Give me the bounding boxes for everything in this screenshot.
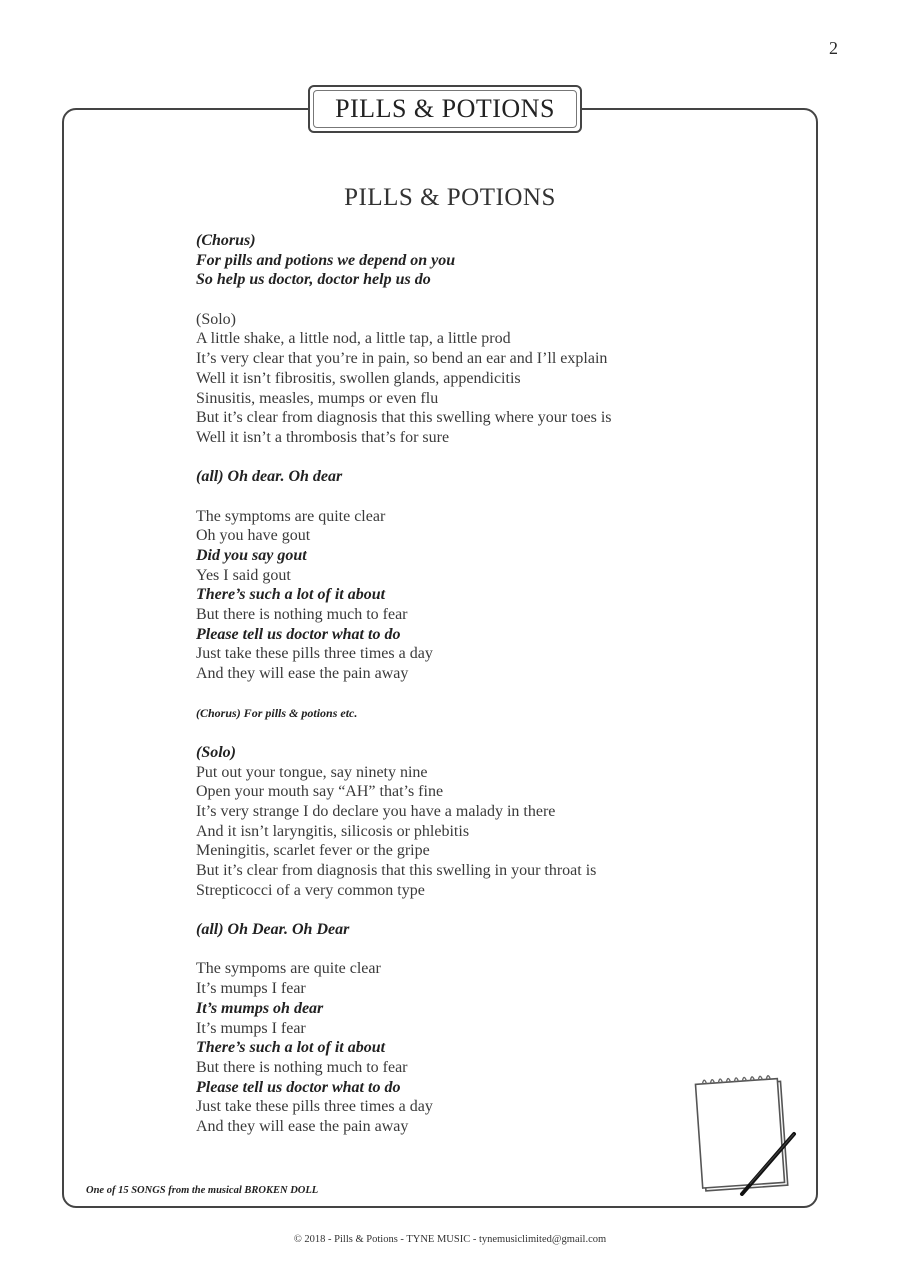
lyric-line: It’s very strange I do declare you have a malady in there bbox=[196, 802, 556, 820]
lyric-line: But it’s clear from diagnosis that this swelling in your throat is bbox=[196, 862, 597, 879]
lyric-line: Yes I said gout bbox=[196, 566, 291, 584]
lyric-line: But there is nothing much to fear bbox=[196, 606, 408, 624]
lyrics-block bbox=[196, 231, 696, 1137]
lyric-line: There’s such a lot of it about bbox=[196, 586, 386, 604]
lyric-line: So help us doctor, doctor help us do bbox=[196, 271, 431, 289]
header-title-box bbox=[308, 85, 582, 133]
lyric-line: It’s mumps oh dear bbox=[196, 999, 324, 1017]
stanza-gap bbox=[196, 448, 696, 468]
lyric-line: Did you say gout bbox=[196, 547, 307, 564]
song-title: PILLS & POTIONS bbox=[344, 184, 556, 211]
lyric-line: It’s mumps I fear bbox=[196, 1019, 306, 1037]
lyric-line: For pills and potions we depend on you bbox=[196, 251, 456, 269]
lyric-line: It’s very clear that you’re in pain, so bend an ear and I’ll explain bbox=[196, 350, 608, 368]
lyric-line: (Solo) bbox=[196, 743, 236, 761]
lyric-line: (Chorus) For pills & potions etc. bbox=[196, 705, 358, 720]
lyric-line: (all) Oh dear. Oh dear bbox=[196, 468, 343, 486]
lyric-line: Well it isn’t a thrombosis that’s for sure bbox=[196, 428, 450, 446]
stanza-gap bbox=[196, 684, 696, 704]
lyric-line: And they will ease the pain away bbox=[196, 1117, 409, 1135]
lyric-line: A little shake, a little nod, a little tap, a little prod bbox=[196, 330, 511, 348]
lyric-line: (all) Oh Dear. Oh Dear bbox=[196, 921, 350, 939]
header-title: PILLS & POTIONS bbox=[335, 94, 555, 123]
stanza-gap bbox=[196, 900, 696, 920]
lyric-line: (Chorus) bbox=[196, 232, 256, 249]
copyright-line: © 2018 - Pills & Potions - TYNE MUSIC - tynemusiclimited@gmail.com bbox=[293, 1234, 607, 1245]
lyric-line: And they will ease the pain away bbox=[196, 665, 409, 683]
stanza-gap bbox=[196, 723, 696, 743]
lyric-line: The symptoms are quite clear bbox=[196, 507, 386, 525]
lyric-line: But it’s clear from diagnosis that this swelling where your toes is bbox=[196, 409, 612, 427]
stanza-gap bbox=[196, 290, 696, 310]
lyric-line: Meningitis, scarlet fever or the gripe bbox=[196, 842, 430, 860]
lyric-line: (Solo) bbox=[196, 310, 236, 328]
lyric-line: Put out your tongue, say ninety nine bbox=[196, 763, 428, 781]
lyric-line: But there is nothing much to fear bbox=[196, 1058, 408, 1076]
lyric-line: Just take these pills three times a day bbox=[196, 645, 433, 663]
stanza-gap bbox=[196, 487, 696, 507]
page-number: 2 bbox=[829, 38, 838, 58]
lyric-line: Strepticocci of a very common type bbox=[196, 881, 425, 899]
footer-note: One of 15 SONGS from the musical BROKEN DOLL bbox=[86, 1185, 319, 1196]
lyric-line: Well it isn’t fibrositis, swollen glands, appendicitis bbox=[196, 369, 521, 387]
lyric-line: Please tell us doctor what to do bbox=[196, 625, 401, 643]
lyric-line: Open your mouth say “AH” that’s fine bbox=[196, 783, 444, 801]
lyric-line: And it isn’t laryngitis, silicosis or phlebitis bbox=[196, 822, 470, 840]
lyric-line: Sinusitis, measles, mumps or even flu bbox=[196, 389, 439, 407]
stanza-gap bbox=[196, 940, 696, 960]
notepad-with-pen-icon bbox=[690, 1070, 800, 1196]
lyric-line: Please tell us doctor what to do bbox=[196, 1078, 401, 1096]
lyric-line: Oh you have gout bbox=[196, 527, 311, 545]
lyric-line: The sympoms are quite clear bbox=[196, 960, 381, 978]
lyric-line: There’s such a lot of it about bbox=[196, 1039, 386, 1057]
lyric-line: It’s mumps I fear bbox=[196, 980, 306, 998]
lyric-line: Just take these pills three times a day bbox=[196, 1098, 433, 1116]
